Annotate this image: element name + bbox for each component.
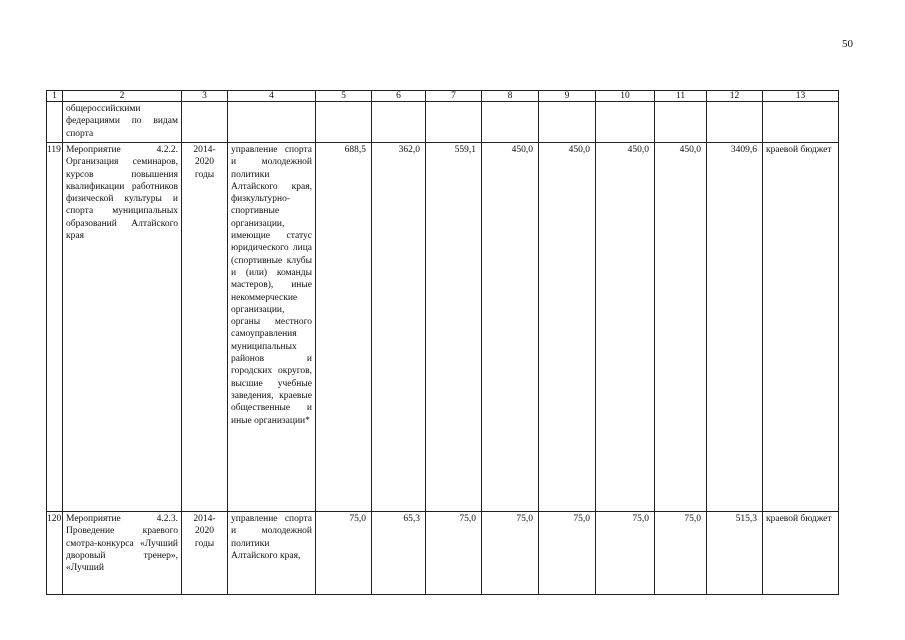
value-2020: 75,0	[655, 512, 707, 595]
executor: управление спорта и молодежной политики Алтайского края, физкультурно-спортивные организации, имеющие статус юридического лица (спортивные клубы и (или) команды мастеров), иные некоммерческие организации, органы местного самоуправления муниципальных районов и городских округов, высшие учебные заведения, краевые общественные и иные организации*	[228, 143, 316, 512]
header-cell: 6	[372, 91, 426, 102]
table-row	[47, 143, 839, 512]
header-cell: 7	[426, 91, 482, 102]
value-2020: 450,0	[655, 143, 707, 512]
header-cell: 10	[596, 91, 655, 102]
funding-source: краевой бюджет	[763, 512, 839, 595]
executor: управление спорта и молодежной политики Алтайского края,	[228, 512, 316, 595]
value-2017: 75,0	[482, 512, 539, 595]
table-row	[47, 512, 839, 595]
continuation-row	[47, 102, 839, 143]
value-2015: 65,3	[372, 512, 426, 595]
value-2019: 75,0	[596, 512, 655, 595]
event-name: Мероприятие 4.2.3. Проведение краевого смотра-конкурса «Лучший дворовый тренер», «Лучший	[63, 512, 182, 595]
value-2014: 688,5	[316, 143, 372, 512]
budget-table	[46, 90, 839, 595]
header-cell: 11	[655, 91, 707, 102]
value-2019: 450,0	[596, 143, 655, 512]
row-number: 120	[47, 512, 63, 595]
value-2014: 75,0	[316, 512, 372, 595]
period: 2014-2020 годы	[182, 512, 228, 595]
header-cell: 3	[182, 91, 228, 102]
value-2015: 362,0	[372, 143, 426, 512]
value-total: 515,3	[707, 512, 763, 595]
row-number: 119	[47, 143, 63, 512]
header-cell: 9	[539, 91, 596, 102]
header-cell: 4	[228, 91, 316, 102]
header-cell: 5	[316, 91, 372, 102]
value-2018: 450,0	[539, 143, 596, 512]
header-cell: 8	[482, 91, 539, 102]
header-cell: 13	[763, 91, 839, 102]
header-cell: 2	[63, 91, 182, 102]
value-total: 3409,6	[707, 143, 763, 512]
header-cell: 12	[707, 91, 763, 102]
funding-source: краевой бюджет	[763, 143, 839, 512]
event-name: Мероприятие 4.2.2. Организация семинаров, курсов повышения квалификации работников физической культуры и спорта муниципальных образований Алтайского края	[63, 143, 182, 512]
value-2017: 450,0	[482, 143, 539, 512]
value-2016: 75,0	[426, 512, 482, 595]
period: 2014-2020 годы	[182, 143, 228, 512]
value-2018: 75,0	[539, 512, 596, 595]
page-number: 50	[842, 38, 853, 50]
continuation-text: общероссийскими федерациями по видам спорта	[63, 102, 182, 143]
value-2016: 559,1	[426, 143, 482, 512]
header-row	[47, 91, 839, 102]
header-cell: 1	[47, 91, 63, 102]
